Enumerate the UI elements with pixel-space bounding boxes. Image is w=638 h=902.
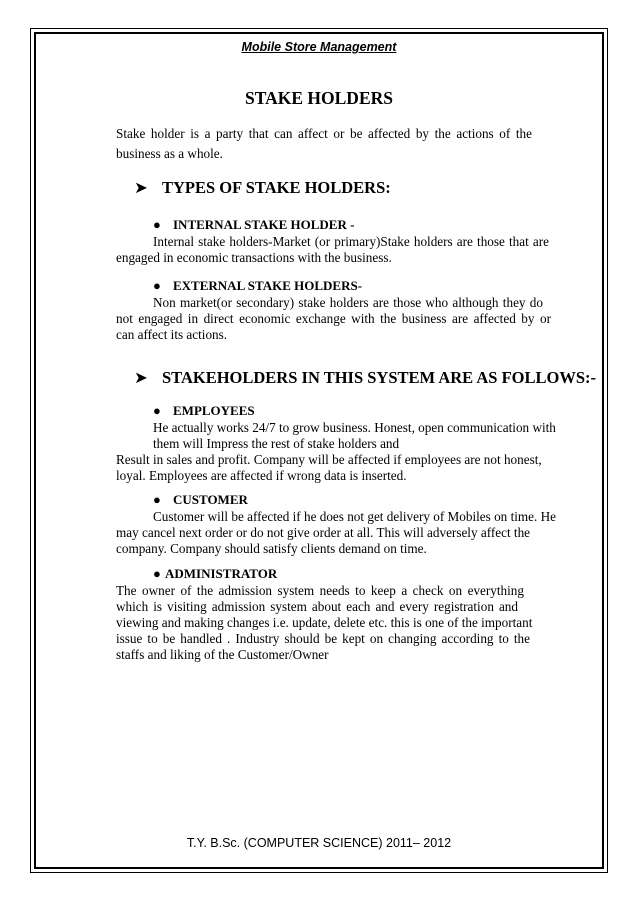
bullet-dot-icon: ● — [153, 403, 161, 418]
external-bullet — [153, 278, 362, 294]
administrator-bullet — [153, 566, 277, 582]
customer-line-3: company. Company should satisfy clients demand on time. — [116, 541, 427, 556]
external-line-1: Non market(or secondary) stake holders are those who although they do — [153, 295, 543, 310]
bullet-dot-icon: ● — [153, 278, 161, 293]
employees-line-4: loyal. Employees are affected if wrong data is inserted. — [116, 468, 407, 483]
intro-line-2: business as a whole. — [116, 146, 223, 161]
system-heading — [134, 368, 596, 388]
employees-line-3: Result in sales and profit. Company will be affected if employees are not honest, — [116, 452, 542, 467]
bullet-dot-icon: ● — [153, 492, 161, 507]
employees-bullet — [153, 403, 255, 419]
customer-bullet — [153, 492, 248, 508]
internal-line-2: engaged in economic transactions with the business. — [116, 250, 392, 265]
types-heading-text: TYPES OF STAKE HOLDERS: — [162, 178, 391, 197]
customer-line-2: may cancel next order or do not give order at all. This will adversely affect the — [116, 525, 531, 540]
bullet-dot-icon: ● — [153, 217, 161, 232]
types-heading — [134, 178, 391, 198]
administrator-line-1: The owner of the admission system needs to keep a check on everything — [116, 583, 524, 598]
bullet-dot-icon: ● — [153, 566, 161, 581]
intro-line-1: Stake holder is a party that can affect or be affected by the actions of the — [116, 126, 532, 141]
running-header: Mobile Store Management — [241, 40, 397, 54]
administrator-line-4: issue to be handled . Industry should be kept on changing according to the — [116, 631, 530, 646]
employees-line-1: He actually works 24/7 to grow business. Honest, open communication with — [153, 420, 556, 435]
customer-label: CUSTOMER — [173, 492, 248, 507]
external-label: EXTERNAL STAKE HOLDERS- — [173, 278, 363, 293]
administrator-label: ADMINISTRATOR — [165, 566, 278, 581]
internal-bullet — [153, 217, 354, 233]
customer-line-1: Customer will be affected if he does not get delivery of Mobiles on time. He — [153, 509, 556, 524]
internal-line-1: Internal stake holders-Market (or primary)Stake holders are those that are — [153, 234, 549, 249]
administrator-line-3: viewing and making changes i.e. update, delete etc. this is one of the important — [116, 615, 533, 630]
internal-label: INTERNAL STAKE HOLDER - — [173, 217, 355, 232]
external-line-2: not engaged in direct economic exchange with the business are affected by or — [116, 311, 551, 326]
running-footer: T.Y. B.Sc. (COMPUTER SCIENCE) 2011– 2012 — [186, 836, 452, 850]
arrow-bullet-icon: ➤ — [134, 368, 148, 387]
employees-label: EMPLOYEES — [173, 403, 255, 418]
administrator-line-2: which is visiting admission system about each and every registration and — [116, 599, 518, 614]
system-heading-text: STAKEHOLDERS IN THIS SYSTEM ARE AS FOLLOWS:- — [162, 368, 597, 387]
administrator-line-5: staffs and liking of the Customer/Owner — [116, 647, 329, 662]
external-line-3: can affect its actions. — [116, 327, 228, 342]
employees-line-2: them will Impress the rest of stake holders and — [153, 436, 400, 451]
arrow-bullet-icon: ➤ — [134, 178, 148, 197]
page-title: STAKE HOLDERS — [245, 88, 393, 108]
